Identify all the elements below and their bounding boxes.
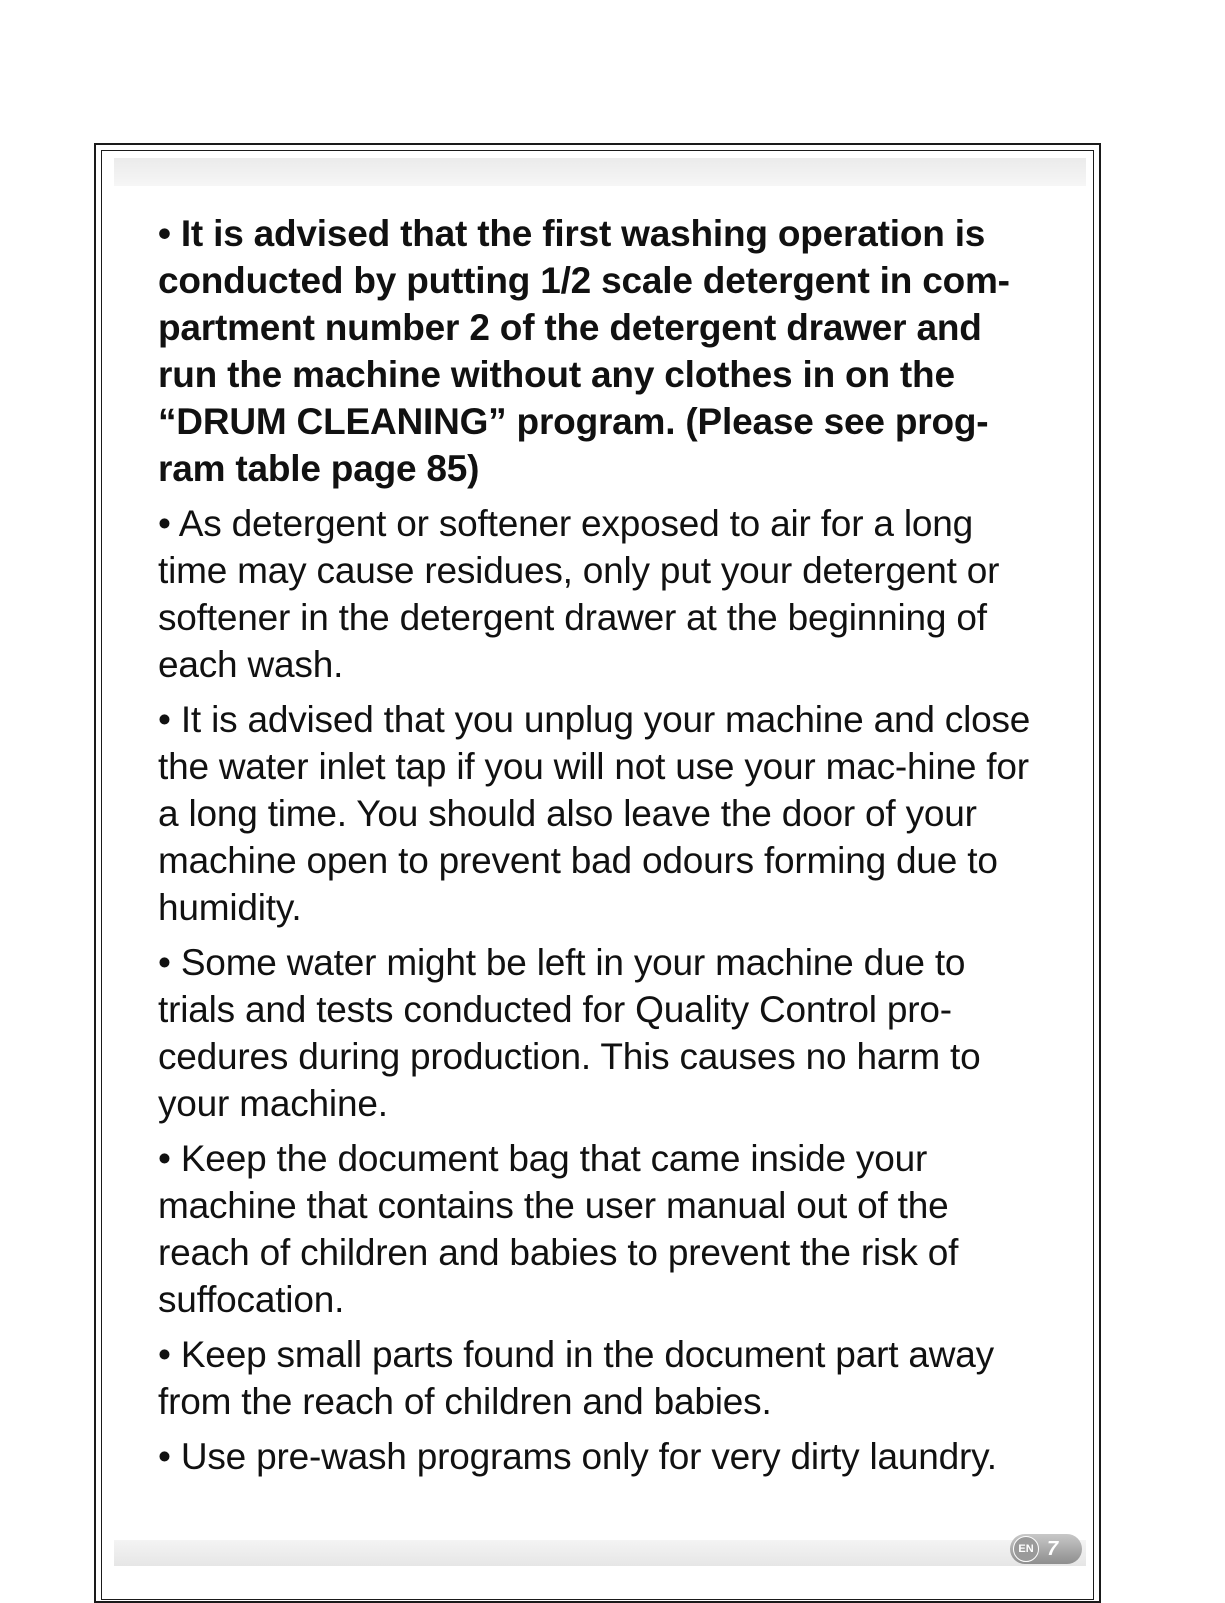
language-code: EN xyxy=(1013,1536,1039,1562)
instruction-text xyxy=(158,210,1038,1488)
paragraph-pre-wash: • Use pre-wash programs only for very dirty laundry. xyxy=(158,1436,997,1477)
top-shade-band xyxy=(114,158,1086,186)
paragraph-drum-cleaning: • It is advised that the first washing operation is conducted by putting 1/2 scale detergent in com-partment number 2 of the detergent drawer and run the machine without any clothes in on the “DRUM CLEANING” program. (Please see prog-ram table page 85) xyxy=(158,213,1010,489)
paragraph-residual-water: • Some water might be left in your machine due to trials and tests conducted for Quality Control pro-cedures during production. This causes no harm to your machine. xyxy=(158,942,981,1124)
paragraph-small-parts: • Keep small parts found in the document part away from the reach of children and babies. xyxy=(158,1334,994,1422)
bottom-shade-band xyxy=(114,1537,1086,1566)
paragraph-unplug-machine: • It is advised that you unplug your machine and close the water inlet tap if you will not use your mac-hine for a long time. You should also leave the door of your machine open to prevent bad odours forming due to humidity. xyxy=(158,699,1031,928)
page-number: 7 xyxy=(1047,1537,1059,1560)
paragraph-document-bag: • Keep the document bag that came inside your machine that contains the user manual out of the reach of children and babies to prevent the risk of suffocation. xyxy=(158,1138,959,1320)
page-number-badge xyxy=(1010,1534,1082,1564)
paragraph-detergent-residues: • As detergent or softener exposed to air for a long time may cause residues, only put your detergent or softener in the detergent drawer at the beginning of each wash. xyxy=(158,503,1000,685)
